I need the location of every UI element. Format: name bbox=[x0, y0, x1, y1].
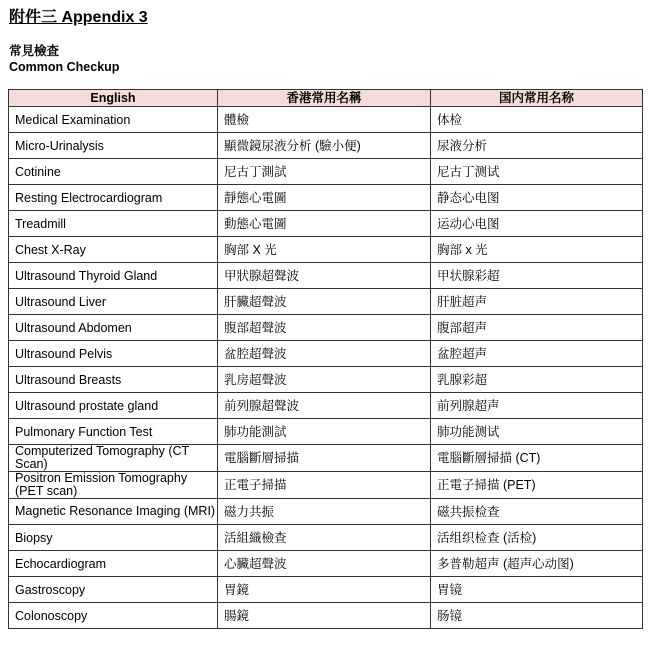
table-row bbox=[9, 315, 643, 341]
mainland-term-cell: 肝脏超声 bbox=[431, 289, 643, 315]
table-row bbox=[9, 551, 643, 577]
english-term-cell: Micro-Urinalysis bbox=[9, 133, 218, 159]
mainland-term-cell: 尼古丁测试 bbox=[431, 159, 643, 185]
mainland-term-cell: 运动心电图 bbox=[431, 211, 643, 237]
table-row bbox=[9, 341, 643, 367]
hk-term-cell: 顯微鏡尿液分析 (驗小便) bbox=[218, 133, 431, 159]
english-term-cell: Computerized Tomography (CT Scan) bbox=[9, 445, 218, 472]
mainland-term-cell: 静态心电图 bbox=[431, 185, 643, 211]
mainland-term-cell: 胸部 x 光 bbox=[431, 237, 643, 263]
hk-term-cell: 動態心電圖 bbox=[218, 211, 431, 237]
mainland-term-cell: 甲状腺彩超 bbox=[431, 263, 643, 289]
table-row bbox=[9, 603, 643, 629]
english-term-cell: Ultrasound prostate gland bbox=[9, 393, 218, 419]
mainland-term-cell: 前列腺超声 bbox=[431, 393, 643, 419]
hk-term-cell: 心臟超聲波 bbox=[218, 551, 431, 577]
mainland-term-cell: 盆腔超声 bbox=[431, 341, 643, 367]
table-row bbox=[9, 499, 643, 525]
hk-term-cell: 正電子掃描 bbox=[218, 472, 431, 499]
table-body bbox=[9, 107, 643, 629]
mainland-term-cell: 乳腺彩超 bbox=[431, 367, 643, 393]
mainland-term-cell: 腹部超声 bbox=[431, 315, 643, 341]
english-term-cell: Resting Electrocardiogram bbox=[9, 185, 218, 211]
section-title-chinese: 常見檢查 bbox=[9, 44, 60, 58]
hk-term-cell: 乳房超聲波 bbox=[218, 367, 431, 393]
table-row bbox=[9, 445, 643, 472]
english-term-cell: Ultrasound Pelvis bbox=[9, 341, 218, 367]
table-row bbox=[9, 185, 643, 211]
appendix-title: 附件三 Appendix 3 bbox=[9, 9, 148, 26]
mainland-term-cell: 体检 bbox=[431, 107, 643, 133]
mainland-term-cell: 活组织检查 (活检) bbox=[431, 525, 643, 551]
mainland-term-cell: 多普勒超声 (超声心动图) bbox=[431, 551, 643, 577]
hk-term-cell: 活組織檢查 bbox=[218, 525, 431, 551]
section-title-english: Common Checkup bbox=[9, 60, 120, 74]
column-header-mainland-name: 国内常用名称 bbox=[431, 90, 643, 107]
hk-term-cell: 電腦斷層掃描 bbox=[218, 445, 431, 472]
english-term-cell: Medical Examination bbox=[9, 107, 218, 133]
table-row bbox=[9, 263, 643, 289]
english-term-cell: Echocardiogram bbox=[9, 551, 218, 577]
mainland-term-cell: 正電子掃描 (PET) bbox=[431, 472, 643, 499]
table-row bbox=[9, 472, 643, 499]
table-row bbox=[9, 107, 643, 133]
mainland-term-cell: 肺功能测试 bbox=[431, 419, 643, 445]
hk-term-cell: 甲狀腺超聲波 bbox=[218, 263, 431, 289]
english-term-cell: Magnetic Resonance Imaging (MRI) bbox=[9, 499, 218, 525]
hk-term-cell: 前列腺超聲波 bbox=[218, 393, 431, 419]
english-term-cell: Ultrasound Thyroid Gland bbox=[9, 263, 218, 289]
english-term-cell: Treadmill bbox=[9, 211, 218, 237]
hk-term-cell: 腹部超聲波 bbox=[218, 315, 431, 341]
english-term-cell: Chest X-Ray bbox=[9, 237, 218, 263]
table-row bbox=[9, 577, 643, 603]
hk-term-cell: 腸鏡 bbox=[218, 603, 431, 629]
hk-term-cell: 磁力共振 bbox=[218, 499, 431, 525]
english-term-cell: Ultrasound Abdomen bbox=[9, 315, 218, 341]
hk-term-cell: 肺功能測試 bbox=[218, 419, 431, 445]
english-term-cell: Ultrasound Breasts bbox=[9, 367, 218, 393]
checkup-table bbox=[8, 89, 643, 629]
table-row bbox=[9, 419, 643, 445]
hk-term-cell: 胸部 X 光 bbox=[218, 237, 431, 263]
english-term-cell: Pulmonary Function Test bbox=[9, 419, 218, 445]
english-term-cell: Ultrasound Liver bbox=[9, 289, 218, 315]
table-row bbox=[9, 289, 643, 315]
column-header-hk-name: 香港常用名稱 bbox=[218, 90, 431, 107]
mainland-term-cell: 尿液分析 bbox=[431, 133, 643, 159]
english-term-cell: Positron Emission Tomography (PET scan) bbox=[9, 472, 218, 499]
table-row bbox=[9, 393, 643, 419]
hk-term-cell: 肝臟超聲波 bbox=[218, 289, 431, 315]
english-term-cell: Colonoscopy bbox=[9, 603, 218, 629]
hk-term-cell: 尼古丁測試 bbox=[218, 159, 431, 185]
english-term-cell: Cotinine bbox=[9, 159, 218, 185]
table-row bbox=[9, 159, 643, 185]
table-row bbox=[9, 211, 643, 237]
table-row bbox=[9, 237, 643, 263]
column-header-english: English bbox=[9, 90, 218, 107]
english-term-cell: Gastroscopy bbox=[9, 577, 218, 603]
mainland-term-cell: 肠镜 bbox=[431, 603, 643, 629]
hk-term-cell: 體檢 bbox=[218, 107, 431, 133]
hk-term-cell: 胃鏡 bbox=[218, 577, 431, 603]
mainland-term-cell: 磁共振检查 bbox=[431, 499, 643, 525]
table-row bbox=[9, 367, 643, 393]
table-row bbox=[9, 133, 643, 159]
hk-term-cell: 靜態心電圖 bbox=[218, 185, 431, 211]
table-row bbox=[9, 525, 643, 551]
mainland-term-cell: 胃镜 bbox=[431, 577, 643, 603]
table-header-row bbox=[9, 90, 643, 107]
english-term-cell: Biopsy bbox=[9, 525, 218, 551]
hk-term-cell: 盆腔超聲波 bbox=[218, 341, 431, 367]
mainland-term-cell: 電腦斷層掃描 (CT) bbox=[431, 445, 643, 472]
